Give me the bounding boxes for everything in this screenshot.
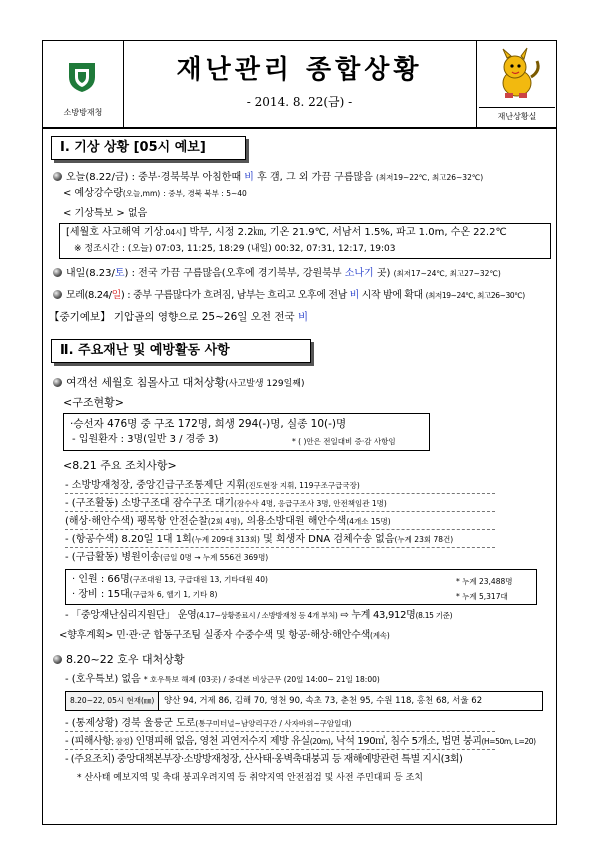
disaster-section-title: Ⅱ. 주요재난 및 예방활동 사항 [51, 339, 311, 363]
rainfall-table-values: 양산 94, 거제 86, 김해 70, 영천 90, 속초 73, 춘천 95, 수원 118, 홍천 68, 서울 62 [164, 696, 483, 706]
counseling [65, 609, 452, 623]
obs-rest: ] 박무, 시정 2.2㎞, 기온 21.9℃, 서남서 1.5%, 파고 1.0m, 수온 22.2℃ [182, 227, 507, 238]
counseling-total: ⇨ 누계 43,912명 [337, 610, 416, 621]
today-temps: (최저19~22℃, 최고26~32℃) [376, 173, 484, 182]
divider [65, 547, 495, 548]
today-text-a: : 중부·경북북부 아침한때 [128, 172, 245, 183]
action-4 [65, 533, 453, 547]
bullet-icon [53, 290, 62, 299]
traffic-text: - (통제상황) 경북 울릉군 도로 [65, 718, 196, 729]
tomorrow-temps: (최저17~24℃, 최고27~32℃) [393, 269, 501, 278]
rescue-status-box [63, 413, 430, 451]
report-page [42, 40, 557, 825]
counseling-detail: (4.17~상황종료시 / 소방방재청 등 4개 부처) [196, 611, 338, 620]
action-5-detail: (금일 0명 → 누계 556건 369명) [160, 553, 269, 562]
sewol-title-text: 여객선 세월호 침몰사고 대처상황 [66, 376, 226, 389]
divider [65, 511, 495, 512]
damage [65, 735, 536, 749]
weather-dayafter [53, 289, 525, 303]
weather-warning: < 기상특보 > 없음 [63, 208, 148, 219]
action-3-text: (해상·해안수색) 팽목항 안전순찰 [65, 516, 208, 527]
obs-prefix: [세월호 사고해역 기상 [66, 227, 164, 238]
rain-special-report [65, 673, 380, 687]
actions-heading: <8.21 주요 조치사항> [63, 459, 177, 472]
report-title: 재난관리 종합상황 [176, 55, 423, 85]
weather-today [53, 171, 483, 185]
today-rain: 비 [244, 172, 254, 183]
future-plan-text: <향후계획> 민·관·군 합동구조팀 실종자 수중수색 및 항공·해상·해안수색 [59, 630, 371, 641]
action-4-detail: (누계 209대 313회) [191, 535, 260, 544]
action-3 [65, 515, 391, 529]
tomorrow-shower: 소나기 [344, 268, 374, 279]
action-1 [65, 479, 360, 493]
dayafter-temps: (최저19~24℃, 최고26~30℃) [425, 291, 525, 300]
damage-text-c: , 낙석 190㎥, 침수 5개소, 법면 붕괴 [330, 736, 482, 747]
tomorrow-label-a: 내일(8.23/ [66, 268, 115, 279]
action-5 [65, 551, 268, 565]
sewol-title [53, 376, 305, 391]
action-1-detail: (진도현장 지휘, 119구조구급국장) [245, 481, 360, 490]
dayafter-text: : 중부 구름많다가 흐려짐, 남부는 흐리고 오후에 전남 [124, 290, 350, 301]
dayafter-day: 일 [111, 290, 121, 301]
obs-time: .04시 [163, 228, 183, 237]
sewol-subtitle: (사고발생 129일째) [225, 379, 305, 389]
personnel-text: · 인원 : 66명 [72, 574, 130, 585]
expected-rain [63, 187, 247, 201]
report-header [43, 41, 556, 129]
equipment-text: · 장비 : 15대 [72, 589, 130, 600]
midterm-forecast [49, 310, 308, 324]
action-3-text-b: , 의용소방대원 해안수색 [240, 516, 347, 527]
damage-text: - (피해사항 [65, 736, 112, 747]
tomorrow-text-end: 곳) [373, 268, 391, 279]
personnel-total: * 누계 23,488명 [456, 577, 513, 586]
midterm-rain: 비 [297, 311, 309, 323]
action-2-text: - (구조활동) 소방구조대 잠수구조 대기 [65, 498, 235, 509]
dayafter-label-b: ) [120, 290, 125, 301]
bullet-icon [53, 172, 62, 181]
action-2 [65, 497, 387, 511]
sea-observation [66, 226, 507, 240]
bullet-icon [53, 378, 62, 387]
rain-special-detail: * 호우특보 해제 (03곳) / 중대본 비상근무 (20일 14:00~ 21일 18:00) [143, 675, 380, 684]
tomorrow-label-b: ) [124, 268, 129, 279]
weather-section-title: Ⅰ. 기상 상황 [05시 예보] [51, 136, 246, 160]
agency-name: 소방방재청 [63, 108, 103, 117]
dayafter-label-a: 모레(8.24/ [66, 290, 112, 301]
future-plan-note: (계속) [370, 631, 390, 640]
damage-provisional: ; 잠정 [111, 737, 130, 746]
main-measures: - (주요조치) 중앙대책본부장·소방방재청장, 산사태·옹벽축대붕괴 등 재해예방관련 특별 지시(3회) [65, 754, 463, 765]
dayafter-text-end: 시작 밤에 확대 [358, 290, 423, 301]
heavy-rain-title-text: 8.20~22 호우 대처상황 [66, 653, 185, 666]
dayafter-rain: 비 [349, 290, 359, 301]
damage-text-b: ) 인명피해 없음, 영천 괴연저수지 제방 유실 [129, 736, 310, 747]
action-4-text: - (항공수색) 8.20일 1대 1회 [65, 534, 192, 545]
damage-detail-c: (H=50m, L=20) [481, 737, 536, 746]
rainfall-table-label: 8.20~22, 05시 현재(㎜) [70, 696, 155, 705]
divider [65, 529, 495, 530]
action-5-text: - (구급활동) 병원이송 [65, 552, 161, 563]
expected-rain-value: : 중부, 경북 북부 : 5~40 [163, 189, 247, 198]
weather-tomorrow [53, 267, 501, 281]
tide-times: ※ 정조시간 : (오늘) 07:03, 11:25, 18:29 (내일) 00:32, 07:31, 12:17, 19:03 [74, 244, 396, 254]
rainfall-table [65, 691, 543, 711]
report-date: - 2014. 8. 22(금) - [246, 95, 353, 109]
action-4-detail-b: (누계 23회 78건) [394, 535, 454, 544]
counseling-text: - 「중앙재난심리지원단」 운영 [65, 610, 197, 621]
today-text-b: 후 갬, 그 외 가끔 구름많음 [253, 172, 373, 183]
personnel-detail: (구조대원 13, 구급대원 13, 기타대원 40) [129, 575, 268, 584]
bullet-icon [53, 268, 62, 277]
rain-special-text: - (호우특보) 없음 [65, 674, 141, 685]
personnel [72, 573, 268, 587]
future-plan [59, 629, 390, 643]
bullet-icon [53, 655, 62, 664]
today-label: 오늘(8.22/금) [66, 172, 129, 183]
deployment-box [65, 569, 537, 605]
rescue-line-2: - 입원환자 : 3명(일반 3 / 경증 3) [72, 434, 219, 445]
divider [65, 493, 495, 494]
counseling-date: (8.15 기준) [415, 611, 453, 620]
action-2-detail: (잠수사 4명, 응급구조사 3명, 안전책임관 1명) [234, 499, 387, 508]
action-3-detail-b: (4개소 15명) [346, 517, 391, 526]
equipment [72, 588, 217, 602]
traffic-control [65, 717, 352, 731]
damage-detail-b: (20m) [309, 737, 331, 746]
situation-room-label: 재난상황실 [479, 107, 555, 122]
rescue-heading: <구조현황> [63, 396, 124, 409]
divider [65, 749, 495, 750]
sea-observation-box [59, 223, 551, 259]
action-3-detail: (2회 4명) [207, 517, 241, 526]
action-1-text: - 소방방재청장, 중앙긴급구조통제단 지휘 [65, 480, 246, 491]
measures-note: * 산사태 예보지역 및 축대 붕괴우려지역 등 취약지역 안전점검 및 사전 주민대피 등 조치 [77, 773, 423, 783]
tomorrow-text: : 전국 가끔 구름많음(오후에 경기북부, 강원북부 [128, 268, 345, 279]
expected-rain-unit: (오늘,mm) [122, 189, 161, 198]
rainfall-table-header-cell [66, 692, 159, 710]
equipment-detail: (구급차 6, 헬기 1, 기타 8) [129, 590, 218, 599]
equipment-total: * 누계 5,317대 [456, 592, 508, 601]
expected-rain-label: < 예상강수량 [63, 188, 123, 199]
rescue-line-1: ·승선자 476명 중 구조 172명, 희생 294(-)명, 실종 10(-)명 [70, 418, 347, 430]
traffic-detail: (통구미터널~남양리구간 / 사자바위~구암일대) [195, 719, 352, 728]
rescue-note: * ( )안은 전일대비 증·감 사항임 [292, 437, 396, 446]
midterm-text: 【중기예보】 기압골의 영향으로 25~26일 오전 전국 [49, 311, 298, 323]
shield-logo-icon [67, 61, 97, 93]
heavy-rain-title [53, 653, 184, 667]
divider [65, 731, 495, 732]
agency-logo-block [43, 41, 124, 127]
mascot-block [476, 41, 557, 127]
action-4-text-b: 및 희생자 DNA 검체수송 없음 [259, 534, 395, 545]
tomorrow-day: 토 [114, 268, 125, 279]
mascot-icon [487, 47, 543, 103]
